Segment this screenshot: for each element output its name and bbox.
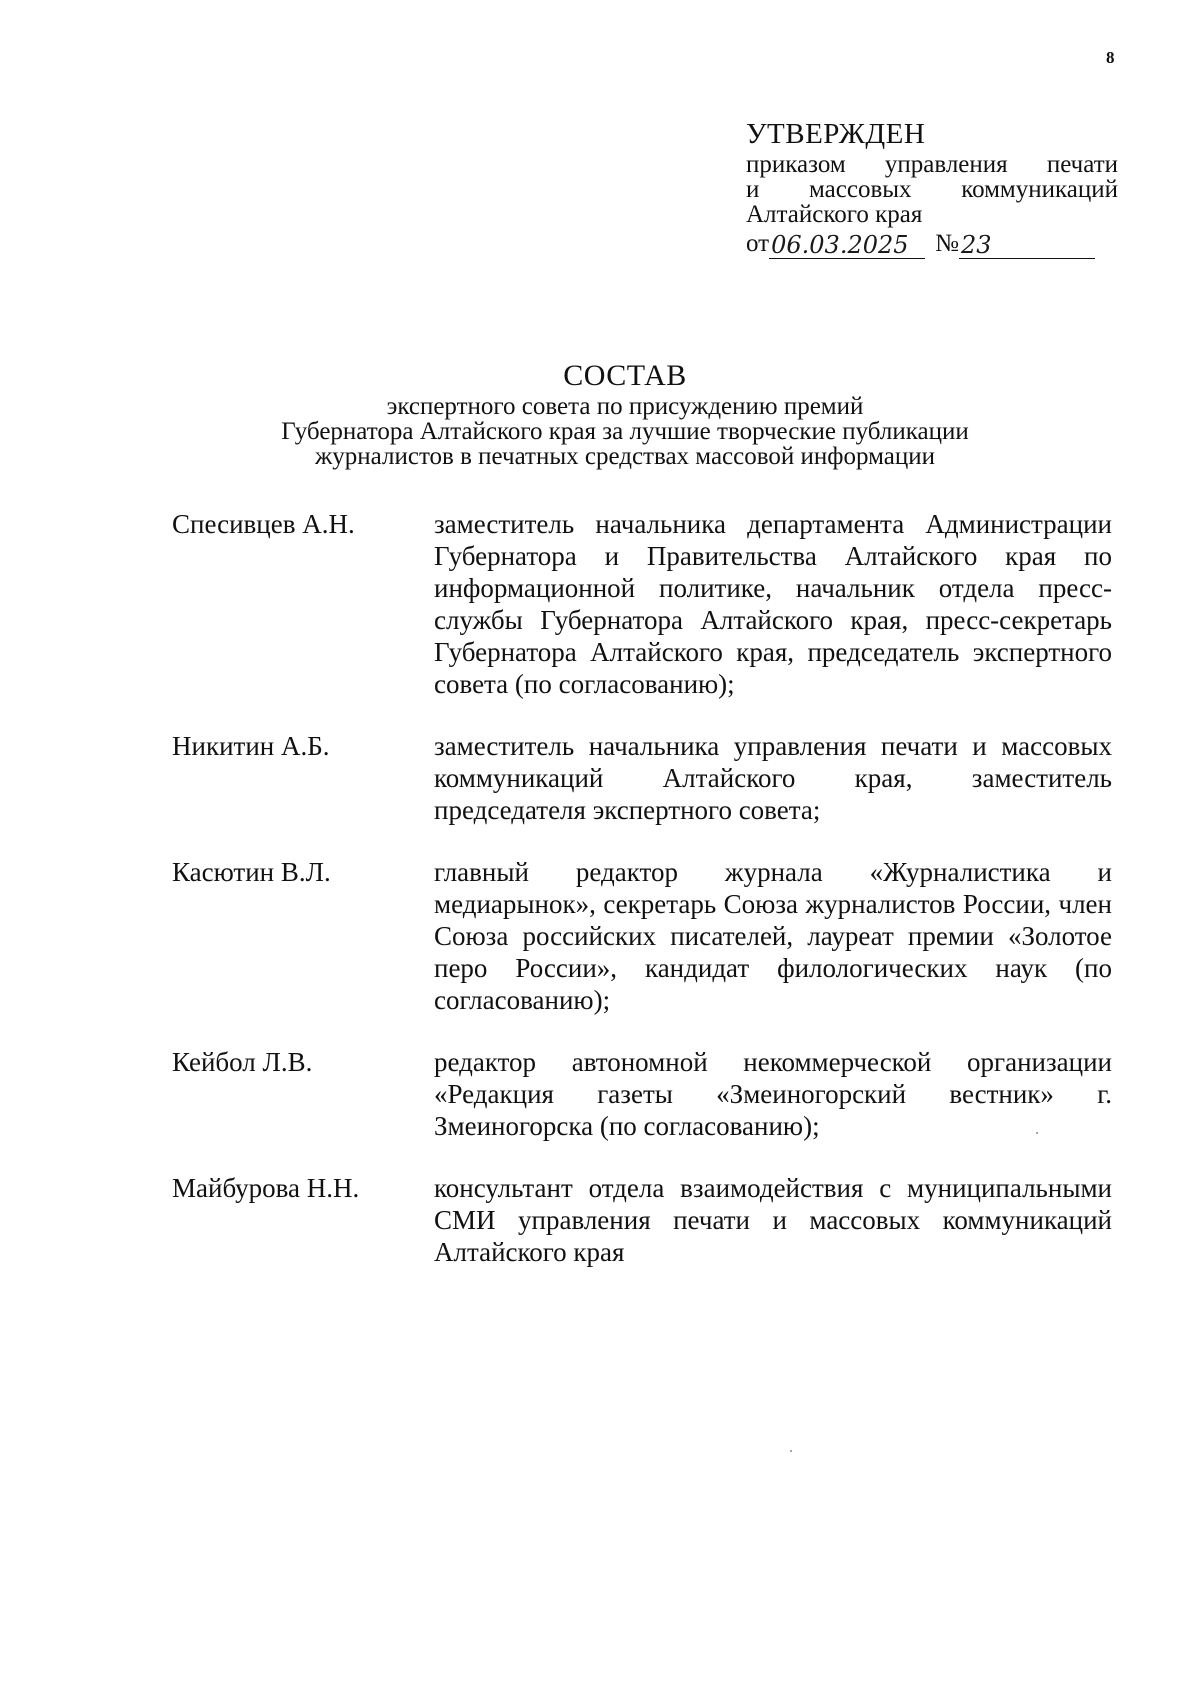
approval-stamp [746, 116, 1118, 259]
scan-speck [790, 1450, 792, 1452]
document-title-block [200, 358, 1050, 469]
member-name: Никитин А.Б. [172, 731, 330, 761]
member-role: заместитель начальника управления печати и массовых коммуникаций Алтайского края, заместитель председателя экспертного совета; [434, 731, 1112, 825]
member-role: заместитель начальника департамента Администрации Губернатора и Правительства Алтайского края по информационной политике, начальник отдела пресс-службы Губернатора Алтайского края, пресс-секретарь Губернатора Алтайского края, председатель экспертного совета (по согласованию); [434, 509, 1112, 699]
members-list [172, 508, 1112, 1298]
approval-line: и массовых коммуникаций [746, 176, 1118, 203]
member-role: консультант отдела взаимодействия с муниципальными СМИ управления печати и массовых коммуникаций Алтайского края [434, 1173, 1112, 1267]
document-title: СОСТАВ [563, 359, 687, 392]
document-subtitle-line: Губернатора Алтайского края за лучшие творческие публикации [281, 418, 969, 445]
member-row [172, 856, 1112, 1016]
page-number: 8 [1106, 48, 1115, 67]
approval-heading: УТВЕРЖДЕН [746, 118, 926, 150]
member-name: Спесивцев А.Н. [172, 509, 355, 539]
member-row [172, 730, 1112, 826]
member-name: Касютин В.Л. [172, 857, 331, 887]
document-subtitle-line: журналистов в печатных средствах массовой информации [315, 443, 935, 470]
number-prefix: № [935, 230, 959, 257]
handwritten-date: 06.03.2025 [769, 232, 925, 259]
order-date-number-line [746, 229, 1118, 259]
approval-line: Алтайского края [746, 201, 923, 228]
date-prefix: от [746, 230, 770, 257]
member-name: Майбурова Н.Н. [172, 1173, 360, 1203]
document-subtitle-line: экспертного совета по присуждению премий [386, 393, 864, 420]
member-row [172, 1172, 1112, 1268]
member-role: главный редактор журнала «Журналистика и медиарынок», секретарь Союза журналистов России, член Союза российских писателей, лауреат премии «Золотое перо России», кандидат филологических наук (по согласованию); [434, 857, 1112, 1015]
member-row [172, 508, 1112, 700]
scan-speck [1036, 1132, 1038, 1134]
member-name: Кейбол Л.В. [172, 1047, 313, 1077]
approval-line: приказом управления печати [746, 151, 1118, 178]
member-role: редактор автономной некоммерческой организации «Редакция газеты «Змеиногорский вестник» г. Змеиногорска (по согласованию); [434, 1047, 1112, 1141]
handwritten-number: 23 [959, 232, 1095, 259]
member-row [172, 1046, 1112, 1142]
